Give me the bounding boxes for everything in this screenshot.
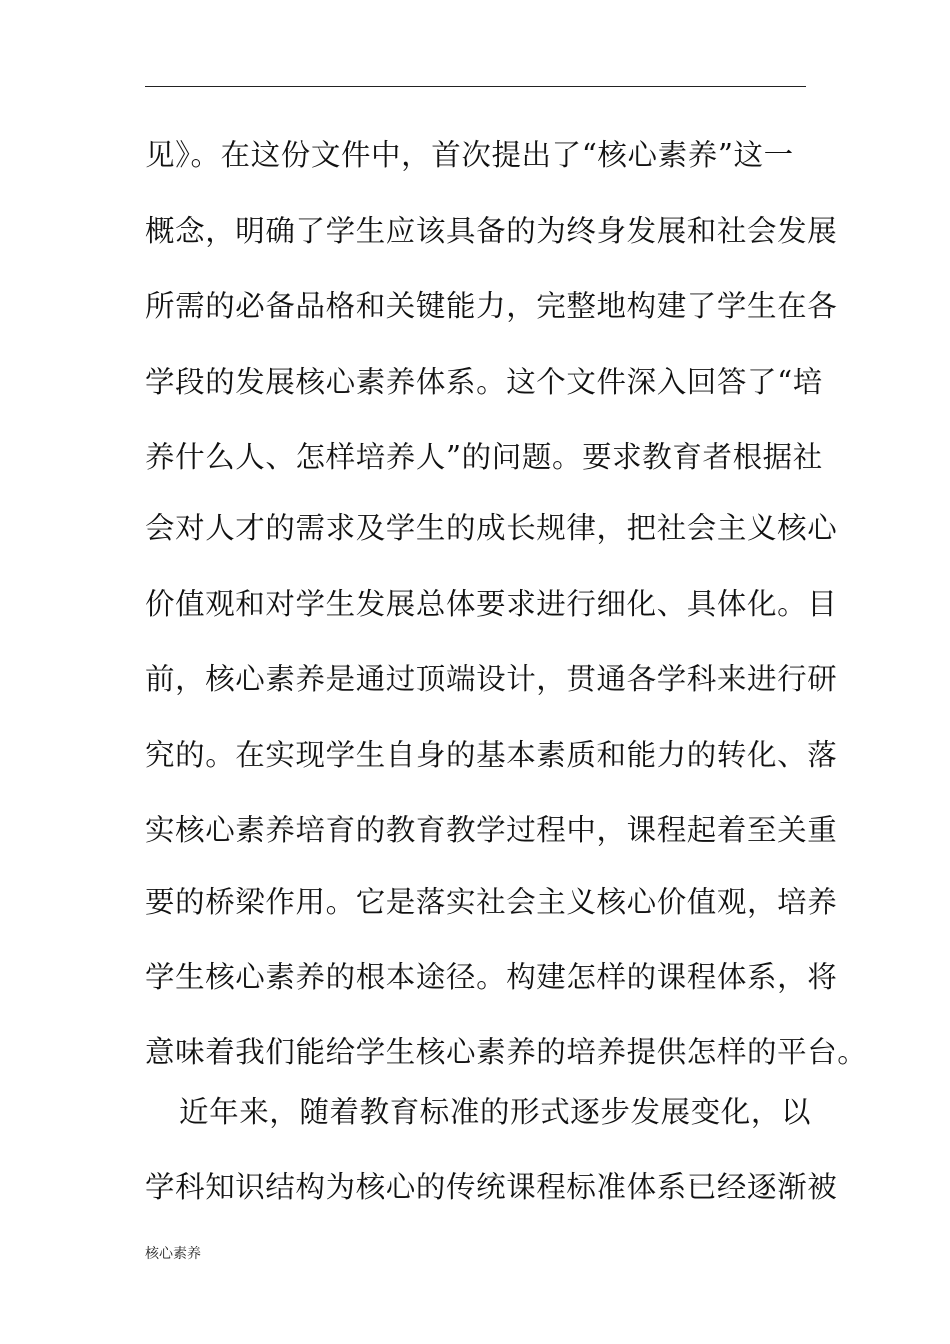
footer-label: 核心素养: [145, 1246, 201, 1262]
text-line: 前，核心素养是通过顶端设计，贯通各学科来进行研: [145, 662, 838, 696]
header-rule: [145, 86, 806, 87]
text-line-indented: 近年来，随着教育标准的形式逐步发展变化，以: [179, 1095, 812, 1129]
text-line: 学科知识结构为核心的传统课程标准体系已经逐渐被: [145, 1170, 838, 1204]
text-line: 学生核心素养的根本途径。构建怎样的课程体系，将: [145, 960, 838, 994]
text-line: 实核心素养培育的教育教学过程中，课程起着至关重: [145, 813, 838, 847]
text-line: 要的桥梁作用。它是落实社会主义核心价值观，培养: [145, 885, 838, 919]
text-line: 所需的必备品格和关键能力，完整地构建了学生在各: [145, 289, 838, 323]
text-line: 意味着我们能给学生核心素养的培养提供怎样的平台。: [145, 1035, 868, 1069]
text-line: 概念，明确了学生应该具备的为终身发展和社会发展: [145, 214, 838, 248]
text-line: 学段的发展核心素养体系。这个文件深入回答了“培: [145, 365, 823, 399]
text-line: 见》。在这份文件中，首次提出了“核心素养”这一: [145, 138, 794, 172]
text-line: 会对人才的需求及学生的成长规律，把社会主义核心: [145, 511, 838, 545]
text-line: 价值观和对学生发展总体要求进行细化、具体化。目: [145, 587, 838, 621]
text-line: 究的。在实现学生自身的基本素质和能力的转化、落: [145, 738, 838, 772]
text-line: 养什么人、怎样培养人”的问题。要求教育者根据社: [145, 440, 823, 474]
